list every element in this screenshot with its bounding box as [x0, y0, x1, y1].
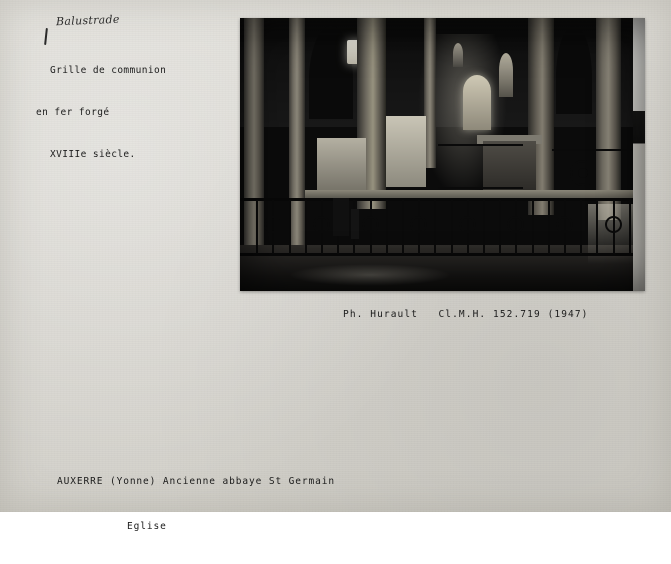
photo-rail-baluster — [289, 200, 291, 254]
photo-rail-bottom — [240, 253, 645, 256]
handwritten-annotation: Balustrade — [55, 12, 120, 29]
photo-rail-baluster — [499, 200, 501, 254]
photo-wall-panel-mid — [386, 116, 427, 187]
photo-credit-line: Ph. Hurault Cl.M.H. 152.719 (1947) — [343, 309, 589, 320]
photo-rail-baluster — [402, 200, 404, 254]
photo-rail-scroll — [410, 216, 427, 233]
photo-floor-light — [289, 264, 451, 286]
photo-figure-silhouette — [351, 209, 359, 239]
photo-rail-baluster — [548, 200, 550, 254]
photo-rail-scroll — [362, 216, 379, 233]
typed-description-line-2: en fer forgé — [36, 107, 110, 118]
photo-rail-scroll — [556, 216, 573, 233]
photo-rail-baluster — [256, 200, 258, 254]
photo-rail-baluster — [386, 200, 388, 254]
photo-rail-scroll — [459, 216, 476, 233]
photo-rail-baluster — [580, 200, 582, 254]
photo-window-upper — [453, 43, 463, 68]
photo-rail-scroll — [605, 216, 622, 233]
photograph-frame — [240, 18, 645, 291]
photo-rail-top — [240, 198, 645, 201]
typed-description-block — [36, 36, 166, 190]
typed-description-line-1: Grille de communion — [50, 65, 167, 76]
photo-rail-scroll — [264, 216, 281, 233]
photo-lectern — [333, 198, 349, 236]
photo-rail-baluster — [483, 200, 485, 254]
photo-stained-window — [463, 75, 491, 130]
photo-rail-scroll — [507, 216, 524, 233]
photograph-image — [240, 18, 645, 291]
identification-line-1: AUXERRE (Yonne) Ancienne abbaye St Germain — [57, 476, 336, 487]
identification-line-2: Eglise — [127, 521, 167, 532]
photo-grille-panel-mid — [438, 144, 523, 189]
photo-rail-baluster — [305, 200, 307, 254]
photo-rail-baluster — [434, 200, 436, 254]
photo-communion-rail — [240, 198, 645, 258]
photo-window-right — [499, 53, 513, 97]
photo-rail-baluster — [629, 200, 631, 254]
photo-grille-rosette — [570, 160, 596, 186]
photo-rail-baluster — [451, 200, 453, 254]
photo-rail-baluster — [532, 200, 534, 254]
photo-rail-baluster — [596, 200, 598, 254]
typed-description-line-3: XVIIIe siècle. — [50, 149, 136, 160]
photo-right-margin-band — [633, 18, 645, 291]
identification-block — [57, 444, 335, 564]
photo-rail-scroll — [313, 216, 330, 233]
